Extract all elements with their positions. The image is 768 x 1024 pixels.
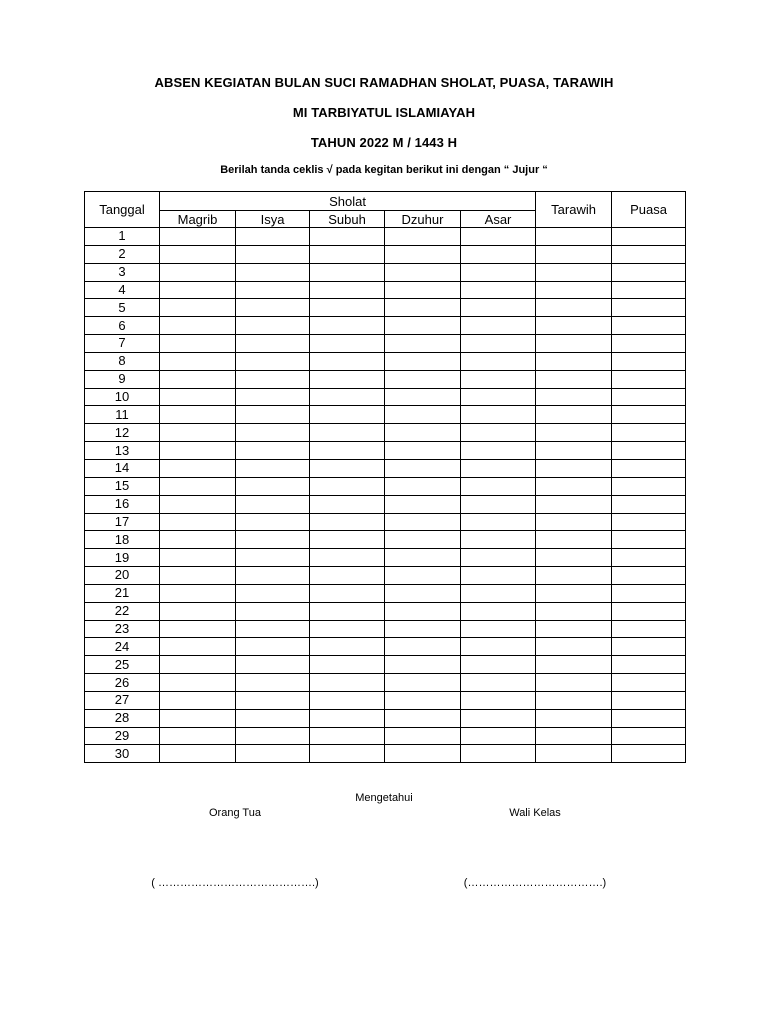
check-cell[interactable] xyxy=(236,549,310,567)
check-cell[interactable] xyxy=(461,424,536,442)
check-cell[interactable] xyxy=(461,281,536,299)
check-cell[interactable] xyxy=(461,352,536,370)
check-cell[interactable] xyxy=(160,709,236,727)
check-cell[interactable] xyxy=(310,638,385,656)
check-cell[interactable] xyxy=(310,459,385,477)
date-cell: 4 xyxy=(85,281,160,299)
table-row xyxy=(85,638,686,656)
date-cell: 6 xyxy=(85,317,160,335)
check-cell[interactable] xyxy=(461,602,536,620)
check-cell[interactable] xyxy=(612,495,686,513)
wali-kelas-signature-line: (……………………………….) xyxy=(463,877,607,889)
check-cell[interactable] xyxy=(236,370,310,388)
check-cell[interactable] xyxy=(310,584,385,602)
check-cell[interactable] xyxy=(236,352,310,370)
check-cell[interactable] xyxy=(236,335,310,353)
date-cell: 10 xyxy=(85,388,160,406)
check-cell[interactable] xyxy=(385,709,461,727)
date-cell: 16 xyxy=(85,495,160,513)
attendance-table-body xyxy=(85,228,686,763)
check-cell[interactable] xyxy=(160,335,236,353)
check-cell[interactable] xyxy=(536,495,612,513)
date-cell: 28 xyxy=(85,709,160,727)
check-cell[interactable] xyxy=(385,584,461,602)
check-cell[interactable] xyxy=(236,424,310,442)
table-row xyxy=(85,459,686,477)
check-cell[interactable] xyxy=(310,228,385,246)
check-cell[interactable] xyxy=(310,531,385,549)
check-cell[interactable] xyxy=(612,335,686,353)
check-cell[interactable] xyxy=(612,513,686,531)
check-cell[interactable] xyxy=(612,602,686,620)
check-cell[interactable] xyxy=(385,727,461,745)
table-row xyxy=(85,531,686,549)
check-cell[interactable] xyxy=(536,228,612,246)
school-name: MI TARBIYATUL ISLAMIAYAH xyxy=(292,105,476,120)
check-cell[interactable] xyxy=(310,335,385,353)
table-row xyxy=(85,228,686,246)
date-cell: 7 xyxy=(85,335,160,353)
check-cell[interactable] xyxy=(461,228,536,246)
check-cell[interactable] xyxy=(536,549,612,567)
date-cell: 26 xyxy=(85,674,160,692)
check-cell[interactable] xyxy=(236,406,310,424)
check-cell[interactable] xyxy=(236,442,310,460)
check-cell[interactable] xyxy=(160,549,236,567)
check-cell[interactable] xyxy=(310,352,385,370)
check-cell[interactable] xyxy=(236,281,310,299)
check-cell[interactable] xyxy=(536,335,612,353)
date-cell: 2 xyxy=(85,245,160,263)
check-cell[interactable] xyxy=(612,424,686,442)
table-row xyxy=(85,370,686,388)
date-cell: 3 xyxy=(85,263,160,281)
table-row xyxy=(85,335,686,353)
check-cell[interactable] xyxy=(160,531,236,549)
check-cell[interactable] xyxy=(385,513,461,531)
table-row xyxy=(85,281,686,299)
check-cell[interactable] xyxy=(160,370,236,388)
check-cell[interactable] xyxy=(236,638,310,656)
check-cell[interactable] xyxy=(310,406,385,424)
check-cell[interactable] xyxy=(310,424,385,442)
date-cell: 8 xyxy=(85,352,160,370)
check-cell[interactable] xyxy=(461,477,536,495)
check-cell[interactable] xyxy=(612,549,686,567)
check-cell[interactable] xyxy=(612,477,686,495)
date-cell: 15 xyxy=(85,477,160,495)
check-cell[interactable] xyxy=(310,727,385,745)
check-cell[interactable] xyxy=(385,620,461,638)
check-cell[interactable] xyxy=(236,656,310,674)
check-cell[interactable] xyxy=(612,245,686,263)
check-cell[interactable] xyxy=(160,602,236,620)
check-cell[interactable] xyxy=(612,263,686,281)
check-cell[interactable] xyxy=(461,531,536,549)
check-cell[interactable] xyxy=(385,263,461,281)
check-cell[interactable] xyxy=(160,745,236,763)
check-cell[interactable] xyxy=(310,245,385,263)
date-cell: 13 xyxy=(85,442,160,460)
check-cell[interactable] xyxy=(461,638,536,656)
date-cell: 14 xyxy=(85,459,160,477)
table-row xyxy=(85,745,686,763)
table-row xyxy=(85,299,686,317)
check-cell[interactable] xyxy=(385,281,461,299)
table-row xyxy=(85,567,686,585)
check-cell[interactable] xyxy=(536,691,612,709)
date-cell: 25 xyxy=(85,656,160,674)
date-cell: 9 xyxy=(85,370,160,388)
check-cell[interactable] xyxy=(236,727,310,745)
check-cell[interactable] xyxy=(536,388,612,406)
table-row xyxy=(85,424,686,442)
check-cell[interactable] xyxy=(461,459,536,477)
check-cell[interactable] xyxy=(236,602,310,620)
check-cell[interactable] xyxy=(236,531,310,549)
check-cell[interactable] xyxy=(310,691,385,709)
check-cell[interactable] xyxy=(310,388,385,406)
attendance-table xyxy=(84,191,686,763)
mengetahui-label: Mengetahui xyxy=(355,792,413,804)
check-cell[interactable] xyxy=(236,477,310,495)
orang-tua-signature-line: ( …………………………………….) xyxy=(151,877,319,889)
check-cell[interactable] xyxy=(461,656,536,674)
check-cell[interactable] xyxy=(461,388,536,406)
check-cell[interactable] xyxy=(160,691,236,709)
check-cell[interactable] xyxy=(160,424,236,442)
check-cell[interactable] xyxy=(236,459,310,477)
table-row xyxy=(85,656,686,674)
check-cell[interactable] xyxy=(310,620,385,638)
check-cell[interactable] xyxy=(236,317,310,335)
check-cell[interactable] xyxy=(461,442,536,460)
check-cell[interactable] xyxy=(160,638,236,656)
check-cell[interactable] xyxy=(236,388,310,406)
check-cell[interactable] xyxy=(385,352,461,370)
check-cell[interactable] xyxy=(612,317,686,335)
check-cell[interactable] xyxy=(160,495,236,513)
check-cell[interactable] xyxy=(385,424,461,442)
check-cell[interactable] xyxy=(310,442,385,460)
check-cell[interactable] xyxy=(310,602,385,620)
check-cell[interactable] xyxy=(536,513,612,531)
check-cell[interactable] xyxy=(385,549,461,567)
date-cell: 17 xyxy=(85,513,160,531)
check-cell[interactable] xyxy=(536,620,612,638)
check-cell[interactable] xyxy=(160,281,236,299)
check-cell[interactable] xyxy=(612,656,686,674)
year-line: TAHUN 2022 M / 1443 H xyxy=(310,135,458,150)
check-cell[interactable] xyxy=(310,656,385,674)
check-cell[interactable] xyxy=(612,709,686,727)
check-cell[interactable] xyxy=(236,745,310,763)
check-cell[interactable] xyxy=(310,567,385,585)
check-cell[interactable] xyxy=(385,656,461,674)
check-cell[interactable] xyxy=(160,656,236,674)
check-cell[interactable] xyxy=(536,531,612,549)
check-cell[interactable] xyxy=(536,745,612,763)
table-row xyxy=(85,442,686,460)
header-puasa: Puasa xyxy=(612,192,686,228)
instruction-text: Berilah tanda ceklis √ pada kegitan berikut ini dengan “ Jujur “ xyxy=(220,164,548,176)
check-cell[interactable] xyxy=(536,406,612,424)
check-cell[interactable] xyxy=(612,352,686,370)
check-cell[interactable] xyxy=(385,638,461,656)
check-cell[interactable] xyxy=(612,442,686,460)
check-cell[interactable] xyxy=(236,245,310,263)
check-cell[interactable] xyxy=(536,459,612,477)
table-row xyxy=(85,352,686,370)
check-cell[interactable] xyxy=(236,567,310,585)
header-sholat: Sholat xyxy=(160,192,536,211)
check-cell[interactable] xyxy=(160,263,236,281)
check-cell[interactable] xyxy=(461,620,536,638)
check-cell[interactable] xyxy=(536,584,612,602)
check-cell[interactable] xyxy=(461,245,536,263)
check-cell[interactable] xyxy=(160,352,236,370)
header-isya: Isya xyxy=(236,211,310,228)
check-cell[interactable] xyxy=(536,477,612,495)
check-cell[interactable] xyxy=(310,709,385,727)
check-cell[interactable] xyxy=(310,299,385,317)
check-cell[interactable] xyxy=(160,406,236,424)
check-cell[interactable] xyxy=(236,263,310,281)
check-cell[interactable] xyxy=(385,245,461,263)
check-cell[interactable] xyxy=(461,406,536,424)
check-cell[interactable] xyxy=(385,370,461,388)
check-cell[interactable] xyxy=(310,477,385,495)
date-cell: 30 xyxy=(85,745,160,763)
check-cell[interactable] xyxy=(612,584,686,602)
check-cell[interactable] xyxy=(461,299,536,317)
wali-kelas-label: Wali Kelas xyxy=(509,807,561,819)
check-cell[interactable] xyxy=(461,584,536,602)
check-cell[interactable] xyxy=(160,442,236,460)
check-cell[interactable] xyxy=(536,674,612,692)
table-row xyxy=(85,317,686,335)
check-cell[interactable] xyxy=(461,495,536,513)
check-cell[interactable] xyxy=(536,317,612,335)
check-cell[interactable] xyxy=(536,245,612,263)
check-cell[interactable] xyxy=(536,370,612,388)
check-cell[interactable] xyxy=(236,228,310,246)
check-cell[interactable] xyxy=(160,228,236,246)
table-row xyxy=(85,549,686,567)
check-cell[interactable] xyxy=(536,638,612,656)
check-cell[interactable] xyxy=(160,477,236,495)
table-row xyxy=(85,691,686,709)
check-cell[interactable] xyxy=(236,709,310,727)
check-cell[interactable] xyxy=(612,674,686,692)
check-cell[interactable] xyxy=(160,388,236,406)
check-cell[interactable] xyxy=(385,567,461,585)
check-cell[interactable] xyxy=(385,388,461,406)
check-cell[interactable] xyxy=(461,567,536,585)
orang-tua-label: Orang Tua xyxy=(209,807,261,819)
check-cell[interactable] xyxy=(160,584,236,602)
check-cell[interactable] xyxy=(385,317,461,335)
date-cell: 24 xyxy=(85,638,160,656)
table-row xyxy=(85,584,686,602)
header-subuh: Subuh xyxy=(310,211,385,228)
date-cell: 22 xyxy=(85,602,160,620)
check-cell[interactable] xyxy=(310,281,385,299)
check-cell[interactable] xyxy=(461,674,536,692)
table-row xyxy=(85,620,686,638)
table-row xyxy=(85,602,686,620)
date-cell: 5 xyxy=(85,299,160,317)
date-cell: 21 xyxy=(85,584,160,602)
table-row xyxy=(85,388,686,406)
check-cell[interactable] xyxy=(160,674,236,692)
table-row xyxy=(85,709,686,727)
check-cell[interactable] xyxy=(461,709,536,727)
check-cell[interactable] xyxy=(160,299,236,317)
check-cell[interactable] xyxy=(612,727,686,745)
check-cell[interactable] xyxy=(310,263,385,281)
check-cell[interactable] xyxy=(385,495,461,513)
check-cell[interactable] xyxy=(461,370,536,388)
check-cell[interactable] xyxy=(612,459,686,477)
table-row xyxy=(85,263,686,281)
header-tanggal: Tanggal xyxy=(85,192,160,228)
check-cell[interactable] xyxy=(536,424,612,442)
check-cell[interactable] xyxy=(236,691,310,709)
check-cell[interactable] xyxy=(612,531,686,549)
date-cell: 20 xyxy=(85,567,160,585)
check-cell[interactable] xyxy=(612,388,686,406)
date-cell: 12 xyxy=(85,424,160,442)
check-cell[interactable] xyxy=(385,745,461,763)
check-cell[interactable] xyxy=(236,299,310,317)
check-cell[interactable] xyxy=(385,228,461,246)
check-cell[interactable] xyxy=(160,513,236,531)
table-row xyxy=(85,674,686,692)
check-cell[interactable] xyxy=(536,263,612,281)
check-cell[interactable] xyxy=(612,299,686,317)
table-row xyxy=(85,245,686,263)
check-cell[interactable] xyxy=(160,567,236,585)
header-dzuhur: Dzuhur xyxy=(385,211,461,228)
check-cell[interactable] xyxy=(310,513,385,531)
check-cell[interactable] xyxy=(160,317,236,335)
check-cell[interactable] xyxy=(461,317,536,335)
check-cell[interactable] xyxy=(310,370,385,388)
check-cell[interactable] xyxy=(536,299,612,317)
date-cell: 29 xyxy=(85,727,160,745)
check-cell[interactable] xyxy=(612,691,686,709)
date-cell: 27 xyxy=(85,691,160,709)
check-cell[interactable] xyxy=(612,567,686,585)
check-cell[interactable] xyxy=(160,459,236,477)
check-cell[interactable] xyxy=(310,674,385,692)
check-cell[interactable] xyxy=(236,495,310,513)
check-cell[interactable] xyxy=(385,691,461,709)
header-magrib: Magrib xyxy=(160,211,236,228)
date-cell: 23 xyxy=(85,620,160,638)
check-cell[interactable] xyxy=(160,727,236,745)
check-cell[interactable] xyxy=(536,656,612,674)
check-cell[interactable] xyxy=(385,335,461,353)
check-cell[interactable] xyxy=(536,352,612,370)
check-cell[interactable] xyxy=(236,584,310,602)
document-title: ABSEN KEGIATAN BULAN SUCI RAMADHAN SHOLAT, PUASA, TARAWIH xyxy=(154,75,614,90)
check-cell[interactable] xyxy=(236,513,310,531)
check-cell[interactable] xyxy=(310,317,385,335)
check-cell[interactable] xyxy=(236,620,310,638)
check-cell[interactable] xyxy=(612,638,686,656)
check-cell[interactable] xyxy=(160,245,236,263)
check-cell[interactable] xyxy=(536,602,612,620)
check-cell[interactable] xyxy=(385,299,461,317)
check-cell[interactable] xyxy=(160,620,236,638)
check-cell[interactable] xyxy=(310,495,385,513)
check-cell[interactable] xyxy=(385,406,461,424)
table-row xyxy=(85,406,686,424)
check-cell[interactable] xyxy=(236,674,310,692)
check-cell[interactable] xyxy=(461,691,536,709)
check-cell[interactable] xyxy=(385,442,461,460)
check-cell[interactable] xyxy=(461,549,536,567)
check-cell[interactable] xyxy=(612,370,686,388)
check-cell[interactable] xyxy=(612,406,686,424)
header-tarawih: Tarawih xyxy=(536,192,612,228)
check-cell[interactable] xyxy=(461,263,536,281)
check-cell[interactable] xyxy=(536,727,612,745)
date-cell: 19 xyxy=(85,549,160,567)
table-row xyxy=(85,477,686,495)
check-cell[interactable] xyxy=(310,745,385,763)
check-cell[interactable] xyxy=(536,281,612,299)
date-cell: 1 xyxy=(85,228,160,246)
table-row xyxy=(85,495,686,513)
check-cell[interactable] xyxy=(612,228,686,246)
check-cell[interactable] xyxy=(385,531,461,549)
date-cell: 18 xyxy=(85,531,160,549)
check-cell[interactable] xyxy=(536,442,612,460)
check-cell[interactable] xyxy=(461,335,536,353)
check-cell[interactable] xyxy=(385,459,461,477)
check-cell[interactable] xyxy=(385,477,461,495)
check-cell[interactable] xyxy=(536,709,612,727)
date-cell: 11 xyxy=(85,406,160,424)
header-asar: Asar xyxy=(461,211,536,228)
check-cell[interactable] xyxy=(612,620,686,638)
check-cell[interactable] xyxy=(385,674,461,692)
check-cell[interactable] xyxy=(461,727,536,745)
check-cell[interactable] xyxy=(385,602,461,620)
check-cell[interactable] xyxy=(461,513,536,531)
check-cell[interactable] xyxy=(461,745,536,763)
check-cell[interactable] xyxy=(612,281,686,299)
check-cell[interactable] xyxy=(310,549,385,567)
check-cell[interactable] xyxy=(612,745,686,763)
table-row xyxy=(85,727,686,745)
table-row xyxy=(85,513,686,531)
check-cell[interactable] xyxy=(536,567,612,585)
